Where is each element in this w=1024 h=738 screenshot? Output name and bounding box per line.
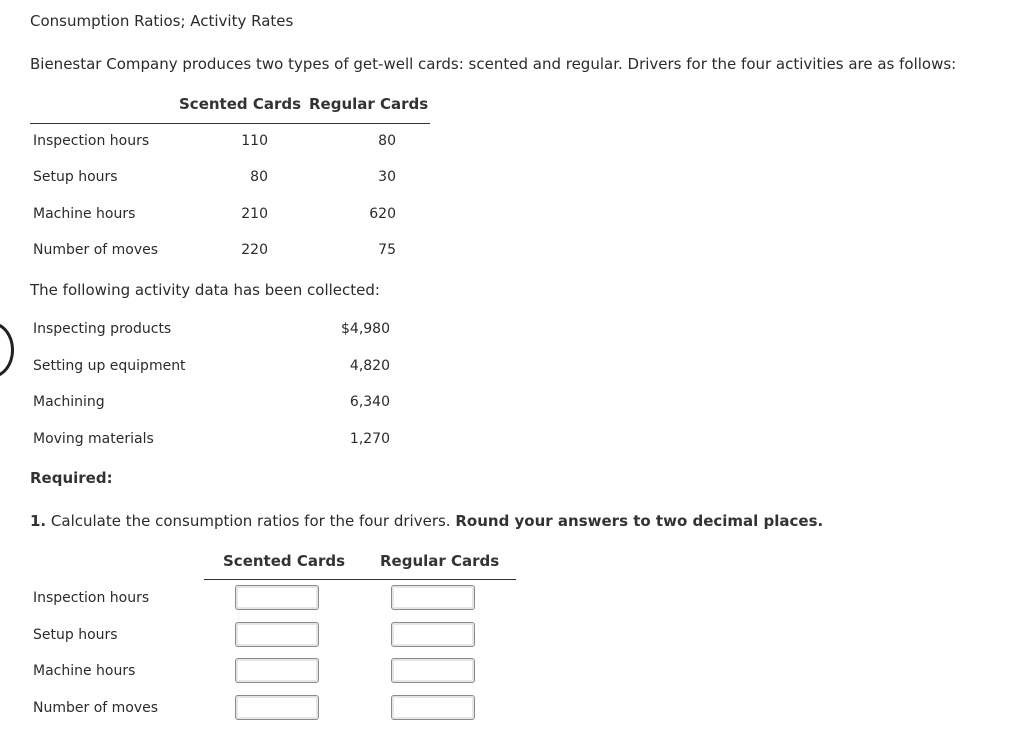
answer-row-label: Setup hours: [33, 627, 118, 643]
drivers-row-label: Inspection hours: [33, 133, 150, 149]
scented-machine-input[interactable]: [235, 658, 319, 683]
answer-row-label: Number of moves: [33, 700, 159, 716]
answer-header-rule: [204, 579, 516, 580]
drivers-regular-value: 75: [378, 242, 396, 258]
regular-moves-input[interactable]: [391, 695, 475, 720]
drivers-col-regular: Regular Cards: [309, 95, 429, 113]
drivers-scented-value: 220: [241, 242, 268, 258]
regular-inspection-input[interactable]: [391, 585, 475, 610]
scented-setup-input[interactable]: [235, 622, 319, 647]
drivers-regular-value: 30: [378, 169, 396, 185]
drivers-col-scented: Scented Cards: [179, 95, 302, 113]
drivers-scented-value: 210: [241, 206, 268, 222]
activity-row-label: Inspecting products: [33, 321, 172, 337]
scented-moves-input[interactable]: [235, 695, 319, 720]
drivers-row-label: Machine hours: [33, 206, 136, 222]
question-line: [30, 512, 823, 530]
activity-row-label: Machining: [33, 394, 105, 410]
activity-cost-value: 1,270: [349, 431, 390, 447]
drivers-scented-value: 110: [241, 133, 268, 149]
drivers-regular-value: 80: [378, 133, 396, 149]
activity-row-label: Moving materials: [33, 431, 154, 447]
answer-row-label: Machine hours: [33, 663, 136, 679]
activity-cost-value: $4,980: [341, 321, 390, 337]
activity-row-label: Setting up equipment: [33, 358, 186, 374]
drivers-regular-value: 620: [369, 206, 396, 222]
drivers-scented-value: 80: [250, 169, 268, 185]
required-label: Required:: [30, 469, 113, 487]
question-text: Calculate the consumption ratios for the four drivers.: [50, 512, 451, 530]
scented-inspection-input[interactable]: [235, 585, 319, 610]
intro-text: Bienestar Company produces two types of get-well cards: scented and regular. Drivers for the four activities are as follows:: [30, 55, 957, 73]
activity-cost-value: 4,820: [349, 358, 390, 374]
drivers-row-label: Number of moves: [33, 242, 159, 258]
drivers-header-rule: [30, 123, 430, 124]
answer-col-regular: Regular Cards: [380, 552, 500, 570]
activity-cost-value: 6,340: [349, 394, 390, 410]
page-title: Consumption Ratios; Activity Rates: [30, 12, 294, 30]
circle-marker: [0, 322, 14, 378]
answer-col-scented: Scented Cards: [223, 552, 346, 570]
question-number: 1.: [30, 512, 47, 530]
drivers-row-label: Setup hours: [33, 169, 118, 185]
question-instruction: Round your answers to two decimal places.: [455, 512, 824, 530]
answer-row-label: Inspection hours: [33, 590, 150, 606]
regular-machine-input[interactable]: [391, 658, 475, 683]
regular-setup-input[interactable]: [391, 622, 475, 647]
activity-intro-text: The following activity data has been collected:: [30, 281, 380, 299]
